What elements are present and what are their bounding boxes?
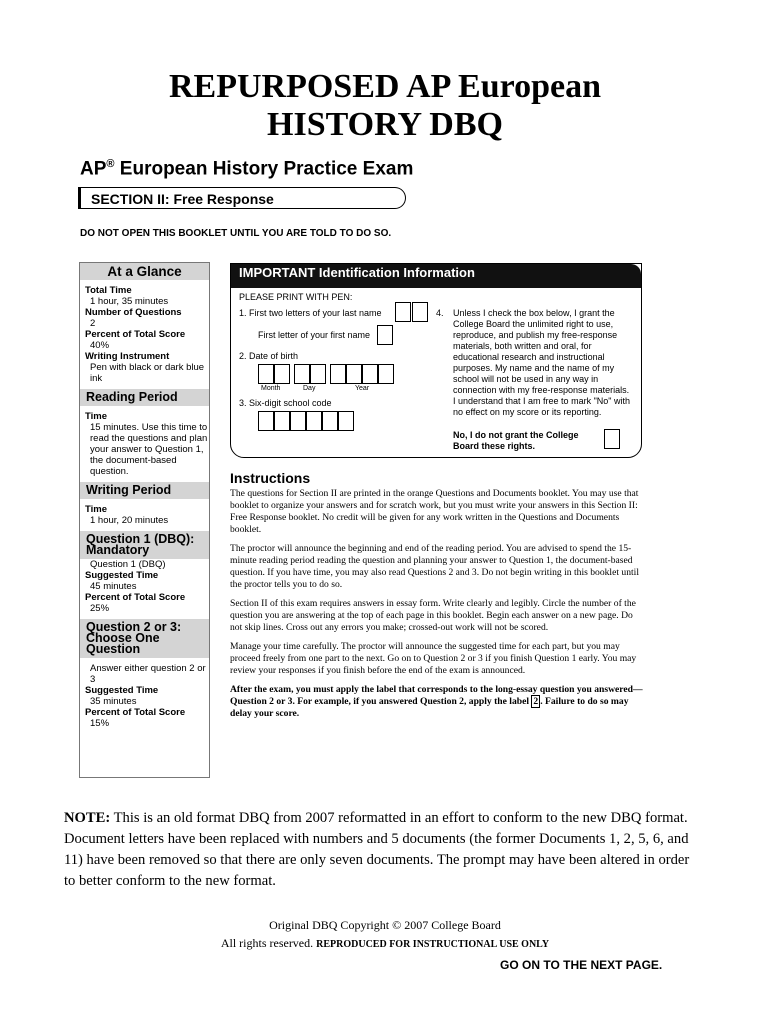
no-grant-checkbox[interactable] bbox=[604, 429, 620, 449]
page-title bbox=[0, 68, 770, 144]
q1-percent-value: 25% bbox=[90, 603, 110, 614]
instructions-p2: The proctor will announce the beginning and end of the reading period. You are advised to spend the 15-minute reading period reading the question and planning your answer to Question 1, the document-based question. If you have time, you may also read Questions 2 and 3. Do not begin writing in this booklet until the proctor tells you to do so. bbox=[230, 543, 640, 590]
field-4-text: Unless I check the box below, I grant the College Board the unlimited right to use, reproduce, and publish my free-response materials, both written and oral, for educational research and instructional purposes. My name and the name of my school will not be used in any way in connection with my free-response materials. I understand that I am free to mark "No" with no effect on my score or its reporting. bbox=[453, 308, 630, 417]
percent-label: Percent of Total Score bbox=[85, 329, 186, 340]
note-label: NOTE: bbox=[64, 810, 111, 826]
writing-time-label: Time bbox=[85, 504, 108, 515]
q2-suggested-value: 35 minutes bbox=[90, 696, 137, 707]
exam-title bbox=[80, 158, 413, 180]
section-banner: SECTION II: Free Response bbox=[78, 187, 406, 209]
q1-percent-label: Percent of Total Score bbox=[85, 592, 186, 603]
field-3-label: 3. Six-digit school code bbox=[239, 398, 332, 408]
identification-heading: IMPORTANT Identification Information bbox=[231, 264, 641, 288]
q2-percent-value: 15% bbox=[90, 718, 110, 729]
question-2-3-sub: Answer either question 2 or 3 bbox=[90, 663, 206, 685]
writing-instrument-value: Pen with black or dark blue ink bbox=[90, 362, 205, 384]
first-name-box[interactable] bbox=[377, 325, 393, 345]
last-name-boxes[interactable] bbox=[395, 302, 428, 322]
title-line-2: HISTORY DBQ bbox=[267, 106, 503, 143]
identification-panel bbox=[230, 263, 642, 458]
total-time-value: 1 hour, 35 minutes bbox=[90, 296, 169, 307]
num-questions-value: 2 bbox=[90, 318, 96, 329]
month-label: Month bbox=[261, 385, 281, 392]
reading-time-label: Time bbox=[85, 411, 108, 422]
glance-heading: At a Glance bbox=[80, 263, 209, 280]
day-label: Day bbox=[303, 385, 316, 392]
q1-suggested-value: 45 minutes bbox=[90, 581, 137, 592]
reading-time-value: 15 minutes. Use this time to read the questions and plan your answer to Question 1, the document-based question. bbox=[90, 422, 208, 477]
question-1-sub: Question 1 (DBQ) bbox=[90, 559, 166, 570]
copyright-block bbox=[0, 916, 770, 954]
note-paragraph bbox=[64, 808, 704, 892]
field-1-label: 1. First two letters of your last name bbox=[239, 308, 382, 318]
field-1b-label: First letter of your first name bbox=[258, 330, 371, 340]
copyright-line-1: Original DBQ Copyright © 2007 College Board bbox=[269, 918, 501, 932]
birth-date-boxes[interactable] bbox=[258, 364, 394, 384]
writing-instrument-label: Writing Instrument bbox=[85, 351, 170, 362]
field-2-label: 2. Date of birth bbox=[239, 351, 299, 361]
ap-mark: AP bbox=[80, 158, 107, 180]
year-label: Year bbox=[355, 385, 370, 392]
copyright-line-2: All rights reserved. REPRODUCED FOR INSTRUCTIONAL USE ONLY bbox=[220, 936, 550, 950]
no-grant-text: No, I do not grant the College Board these rights. bbox=[453, 430, 579, 451]
exam-name: European History Practice Exam bbox=[114, 158, 414, 180]
instructions-p4: Manage your time carefully. The proctor will announce the suggested time for each part, but you may proceed freely from one part to the next. Go on to Question 2 or 3 if you finish Question 1 early. You may review your responses if you finish before the end of the exam is announced. bbox=[230, 641, 637, 676]
writing-time-value: 1 hour, 20 minutes bbox=[90, 515, 169, 526]
instructions-heading: Instructions bbox=[230, 470, 311, 486]
num-questions-label: Number of Questions bbox=[85, 307, 182, 318]
reading-period-heading: Reading Period bbox=[80, 389, 209, 406]
field-4-number: 4. bbox=[436, 308, 444, 318]
do-not-open-notice: DO NOT OPEN THIS BOOKLET UNTIL YOU ARE TOLD TO DO SO. bbox=[80, 228, 392, 239]
registered-mark: ® bbox=[106, 158, 115, 170]
instructions-body bbox=[230, 488, 645, 727]
note-text: This is an old format DBQ from 2007 reformatted in an effort to conform to the new DBQ format. Document letters have been replaced with numbers and 5 documents (the former Documents 1, 2, 5, 6, and 11) have been removed so that there are only seven documents. The prompt may have been altered in order to better conform to the new format. bbox=[64, 810, 690, 889]
question-2-3-heading: Question 2 or 3: Choose One Question bbox=[80, 619, 209, 658]
print-with-pen: PLEASE PRINT WITH PEN: bbox=[239, 292, 353, 302]
percent-value: 40% bbox=[90, 340, 110, 351]
instructions-p5: After the exam, you must apply the label that corresponds to the long-essay question you answered—Question 2 or 3. For example, if you answered Question 2, apply the label 2 . Failure to do so may delay your score. bbox=[230, 684, 643, 719]
writing-period-heading: Writing Period bbox=[80, 482, 209, 499]
q2-percent-label: Percent of Total Score bbox=[85, 707, 186, 718]
question-1-heading: Question 1 (DBQ): Mandatory bbox=[80, 531, 209, 559]
q1-suggested-label: Suggested Time bbox=[85, 570, 159, 581]
label-2-icon: 2 bbox=[533, 696, 539, 707]
go-on-notice: GO ON TO THE NEXT PAGE. bbox=[500, 958, 663, 972]
total-time-label: Total Time bbox=[85, 285, 132, 296]
instructions-p3: Section II of this exam requires answers in essay form. Write clearly and legibly. Circle the number of the question you are answering at the top of each page in this booklet. Begin each answer on a new page. Do not skip lines. Cross out any errors you make; crossed-out work will not be scored. bbox=[230, 598, 636, 633]
school-code-boxes[interactable] bbox=[258, 411, 354, 431]
at-a-glance-panel bbox=[79, 262, 210, 778]
instructions-p1: The questions for Section II are printed in the orange Questions and Documents booklet. You may use that booklet to organize your answers and for scratch work, but you must write your answers in this Section II: Free Response booklet. No credit will be given for any work written in the Questions and Documents booklet. bbox=[230, 488, 639, 535]
title-line-1: REPURPOSED AP European bbox=[168, 68, 601, 105]
q2-suggested-label: Suggested Time bbox=[85, 685, 159, 696]
